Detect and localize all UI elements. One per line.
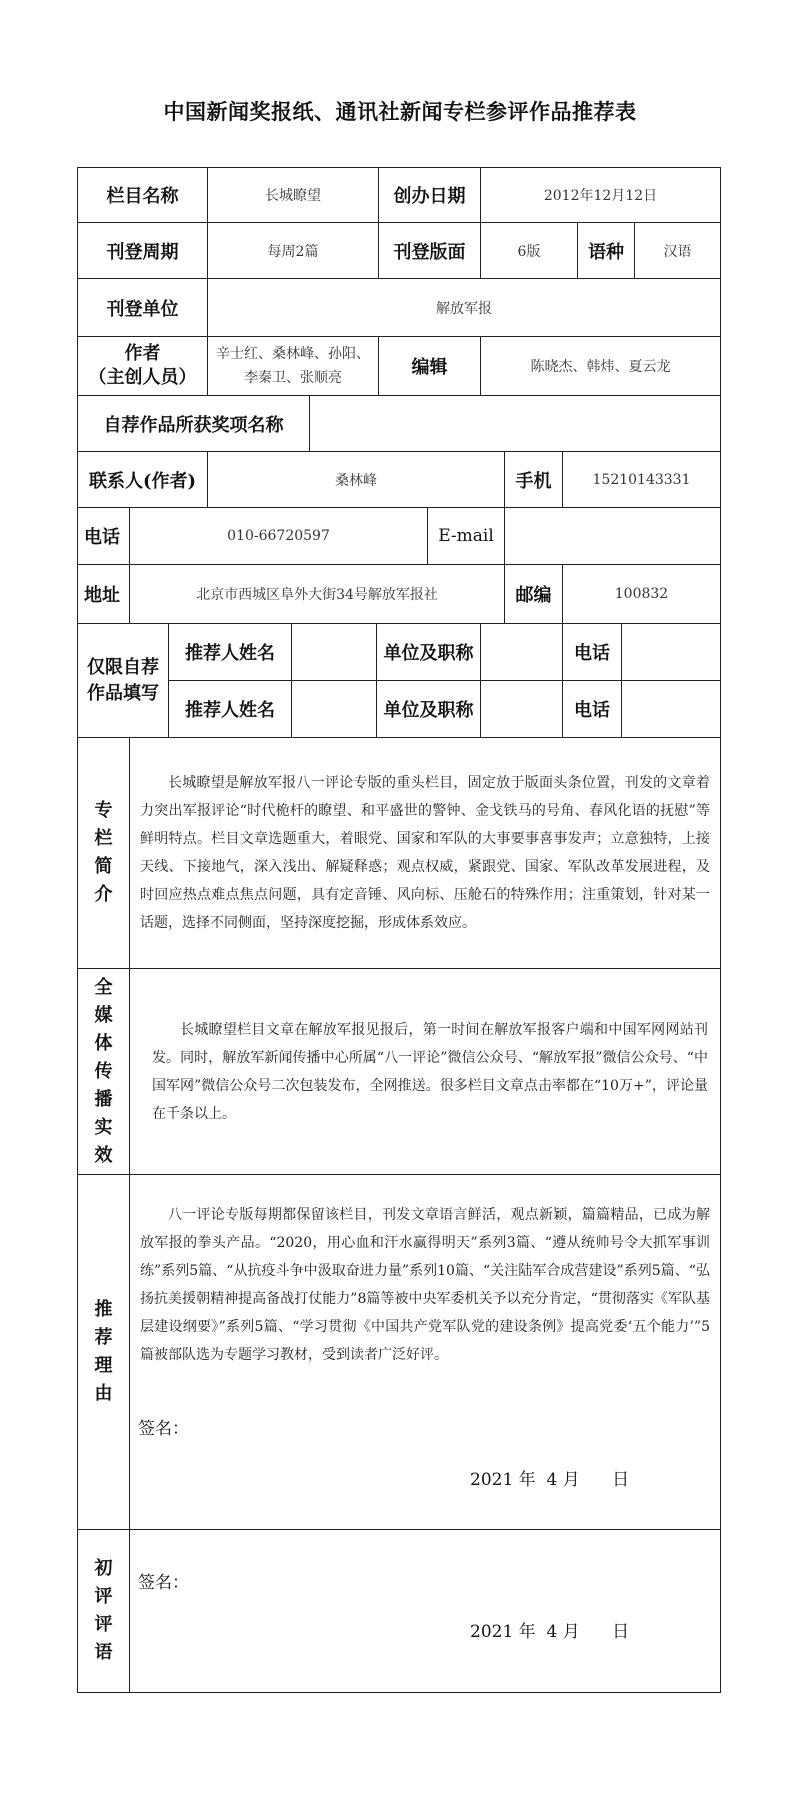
language-value: 汉语 — [634, 222, 721, 279]
publish-page-value: 6版 — [480, 222, 578, 279]
publish-unit-label: 刊登单位 — [77, 278, 208, 337]
email-value[interactable] — [504, 507, 721, 565]
publish-period-label: 刊登周期 — [77, 222, 208, 279]
column-name-label: 栏目名称 — [77, 167, 208, 223]
page-title: 中国新闻奖报纸、通讯社新闻专栏参评作品推荐表 — [163, 99, 637, 124]
phone-value: 010-66720597 — [129, 507, 428, 565]
email-label: E-mail — [427, 507, 505, 565]
initial-date: 2021 年 4 月 日 — [470, 1622, 630, 1642]
recommender-phone-label: 电话 — [562, 680, 622, 738]
mobile-value: 15210143331 — [562, 451, 721, 508]
recommender-name-value[interactable] — [291, 623, 377, 681]
column-intro-text: 长城瞭望是解放军报八一评论专版的重头栏目，固定放于版面头条位置，刊发的文章着力突出军报评论“时代桅杆的瞭望、和平盛世的警钟、金戈铁马的号角、春风化语的抚慰”等鲜明特点。栏目文章选题重大，着眼党、国家和军队的大事要事喜事发声；立意独特，上接天线、下接地气，深入浅出、解疑释惑；观点权威，紧跟党、国家、军队改革发展进程，及时回应热点难点焦点问题，具有定音锤、风向标、压舱石的特殊作用；注重策划，针对某一话题，选择不同侧面，坚持深度挖掘，形成体系效应。 — [129, 737, 721, 969]
zip-label: 邮编 — [504, 564, 563, 624]
initial-review-label: 初 评 评 语 — [77, 1529, 130, 1693]
initial-review-box[interactable] — [129, 1529, 721, 1693]
editor-value: 陈晓杰、韩炜、夏云龙 — [480, 336, 721, 396]
column-intro-label: 专 栏 简 介 — [77, 737, 130, 969]
publish-page-label: 刊登版面 — [378, 222, 481, 279]
recommender-name-value[interactable] — [291, 680, 377, 738]
zip-value: 100832 — [562, 564, 721, 624]
address-value: 北京市西城区阜外大街34号解放军报社 — [129, 564, 505, 624]
recommender-name-label: 推荐人姓名 — [168, 623, 292, 681]
initial-signature-label: 签名： — [138, 1573, 189, 1593]
recommender-phone-value[interactable] — [621, 680, 721, 738]
unit-title-label: 单位及职称 — [376, 680, 481, 738]
media-effect-text: 长城瞭望栏目文章在解放军报见报后，第一时间在解放军报客户端和中国军网网站刊发。同时，解放军新闻传播中心所属“八一评论”微信公众号、“解放军报”微信公众号、“中国军网”微信公众号二次包装发布，全网推送。很多栏目文章点击率都在“10万+”，评论量在千条以上。 — [129, 968, 721, 1175]
media-effect-label: 全 媒 体 传 播 实 效 — [77, 968, 130, 1175]
unit-title-label: 单位及职称 — [376, 623, 481, 681]
founding-date-value: 2012年12月12日 — [480, 167, 721, 223]
self-recommend-label: 仅限自荐 作品填写 — [77, 623, 169, 738]
column-name-value: 长城瞭望 — [207, 167, 379, 223]
recommend-reason-text: 八一评论专版每期都保留该栏目，刊发文章语言鲜活，观点新颖，篇篇精品，已成为解放军报的拳头产品。“2020，用心血和汗水赢得明天”系列3篇、“遵从统帅号令大抓军事训练”系列5篇、“从抗疫斗争中汲取奋进力量”系列10篇、“关注陆军合成营建设”系列5篇、“弘扬抗美援朝精神提高备战打仗能力”8篇等被中央军委机关予以充分肯定，“贯彻落实《军队基层建设纲要》”系列5篇、“学习贯彻《中国共产党军队党的建设条例》提高党委‘五个能力’”5篇被部队选为专题学习教材，受到读者广泛好评。 — [140, 1207, 710, 1363]
author-value: 辛士红、桑林峰、孙阳、 李秦卫、张顺亮 — [207, 336, 379, 396]
unit-title-value[interactable] — [480, 623, 563, 681]
reason-signature-label: 签名： — [138, 1419, 189, 1439]
award-name-value[interactable] — [309, 395, 721, 452]
editor-label: 编辑 — [378, 336, 481, 396]
unit-title-value[interactable] — [480, 680, 563, 738]
founding-date-label: 创办日期 — [378, 167, 481, 223]
language-label: 语种 — [577, 222, 635, 279]
publish-period-value: 每周2篇 — [207, 222, 379, 279]
award-name-label: 自荐作品所获奖项名称 — [77, 395, 310, 452]
author-label: 作者 （主创人员） — [77, 336, 208, 396]
publish-unit-value: 解放军报 — [207, 278, 721, 337]
recommender-phone-value[interactable] — [621, 623, 721, 681]
phone-label: 电话 — [77, 507, 130, 565]
recommender-phone-label: 电话 — [562, 623, 622, 681]
address-label: 地址 — [77, 564, 130, 624]
mobile-label: 手机 — [504, 451, 563, 508]
recommender-name-label: 推荐人姓名 — [168, 680, 292, 738]
contact-value: 桑林峰 — [207, 451, 505, 508]
recommend-reason-box — [129, 1174, 721, 1530]
recommend-reason-label: 推 荐 理 由 — [77, 1174, 130, 1530]
reason-date: 2021 年 4 月 日 — [470, 1470, 630, 1490]
contact-label: 联系人(作者) — [77, 451, 208, 508]
